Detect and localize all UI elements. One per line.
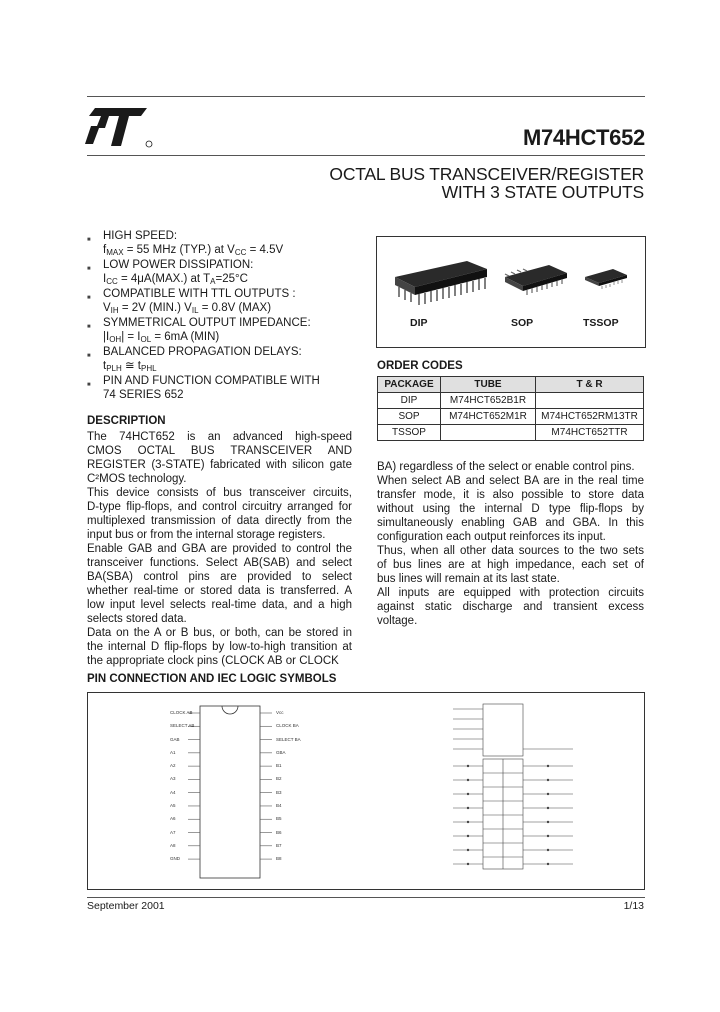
description-line: Enable GAB and GBA are provided to control the [87,543,352,555]
description-heading: DESCRIPTION [87,415,166,427]
pin-label: A6 [170,816,176,822]
description-line: REGISTER (3-STATE) fabricated with silicon gate [87,459,352,471]
st-logo [85,104,153,150]
pin-label: Vcc [276,710,284,715]
description-line: The 74HCT652 is an advanced high-speed [87,431,352,443]
description-line: multiplexed transmission of data directly from the [87,515,352,527]
pin-label: SELECT AB [170,723,195,729]
pin-label: B5 [276,816,282,822]
package-label-sop: SOP [511,317,534,329]
pin-label: GBA [276,749,286,755]
description-line: transfer mode, it is also possible to store data [377,489,644,501]
feature-title: LOW POWER DISSIPATION: [103,259,254,271]
feature-detail: $I_{CC} = 4\mu A(MAX.)$ at $T_A=25^\circ C$ [103,273,248,286]
footer-page: 1/13 [623,900,644,912]
pin-labels-left [170,703,200,883]
description-line: the internal D flip-flops by low-to-high transition at [87,641,352,653]
pin-label: A7 [170,829,176,835]
pin-label: B6 [276,829,282,835]
pin-labels-right [276,703,306,883]
pin-label: B1 [276,763,282,769]
order-codes-header-package: PACKAGE [378,377,441,393]
pin-label: CLOCK BA [276,723,299,729]
order-codes-row [378,409,644,425]
pin-label: CLOCK AB [170,710,193,715]
order-codes-header-tr: T & R [536,377,644,393]
feature-title: COMPATIBLE WITH TTL OUTPUTS : [103,288,296,300]
order-codes-cell: M74HCT652B1R [441,393,536,409]
description-line: All inputs are equipped with protection circuits [377,587,644,599]
feature-detail: $V_{IH} = 2V$ (MIN.) $V_{IL} = 0.8V$ (MAX) [103,302,272,315]
description-line: transceiver functions. Select AB(SAB) and select [87,557,352,569]
order-codes-cell: M74HCT652RM13TR [536,409,644,425]
description-line: Data on the A or B bus, or both, can be stored in [87,627,352,639]
description-line: configuration each output reinforces its input. [377,531,606,543]
order-codes-title: ORDER CODES [377,360,463,372]
dip-package-image [395,261,487,305]
order-codes-cell: SOP [378,409,441,425]
description-line: voltage. [377,615,418,627]
pin-label: A3 [170,776,176,782]
description-line: D-type flip-flops, and control circuitry arranged for [87,501,352,513]
order-codes-header-tube: TUBE [441,377,536,393]
description-line: C²MOS technology. [87,473,187,485]
feature-bullet-icon: ■ [87,382,91,388]
feature-title: BALANCED PROPAGATION DELAYS: [103,346,302,358]
description-line: without using the internal D type flip-flops by [377,503,644,515]
description-line: Thus, when all other data sources to the two sets [377,545,644,557]
pin-label: SELECT BA [276,736,301,742]
subtitle-line-2: WITH 3 STATE OUTPUTS [441,182,644,202]
feature-bullet-icon: ■ [87,237,91,243]
feature-detail: 74 SERIES 652 [103,389,184,401]
pin-label: GND [170,856,180,862]
order-codes-cell: DIP [378,393,441,409]
description-line: low input level selects real-time data, and a high [87,599,352,611]
order-codes-row [378,425,644,441]
description-line: the appropriate clock pins (CLOCK AB or CLOCK [87,655,339,667]
feature-detail: $f_{MAX} = 55$ MHz (TYP.) at $V_{CC} = 4.5V$ [103,244,284,257]
footer-date: September 2001 [87,900,165,912]
description-line: against static discharge and transient excess [377,601,644,613]
feature-bullet-icon: ■ [87,295,91,301]
description-line: bus lines will remain at its last state. [377,573,560,585]
package-images [376,236,646,348]
feature-title: HIGH SPEED: [103,230,178,242]
feature-bullet-icon: ■ [87,353,91,359]
pin-label: A2 [170,763,176,769]
description-line: input bus or from the internal storage registers. [87,529,326,541]
pin-label: B7 [276,842,282,848]
top-rule [87,96,645,97]
order-codes-row [378,393,644,409]
feature-title: SYMMETRICAL OUTPUT IMPEDANCE: [103,317,311,329]
order-codes-cell [536,393,644,409]
description-line: BA(SBA) control pins are provided to select [87,571,352,583]
pin-diagram-box [87,692,645,890]
order-codes-cell: TSSOP [378,425,441,441]
description-left-column [87,430,352,668]
part-number: M74HCT652 [522,125,645,150]
order-codes-cell: M74HCT652M1R [441,409,536,425]
pin-label: B8 [276,856,282,862]
order-codes-header-row [378,377,644,393]
pin-label: B4 [276,802,282,808]
order-codes-table [377,376,644,441]
subtitle [240,165,644,201]
description-line: This device consists of bus transceiver circuits, [87,487,352,499]
title-rule [87,155,645,156]
package-label-dip: DIP [410,317,428,329]
feature-bullet-icon: ■ [87,266,91,272]
description-line: simultaneously enabling GAB and GBA. In this [377,517,644,529]
pin-label: GAB [170,736,180,742]
pin-label: B2 [276,776,282,782]
footer-rule [87,897,645,898]
description-line: When select AB and select BA are in the real time [377,475,644,487]
pin-label: B3 [276,789,282,795]
sop-package-image [505,265,567,295]
feature-detail: $t_{PLH}$ ≅ $t_{PHL}$ [103,360,157,373]
subtitle-line-1: OCTAL BUS TRANSCEIVER/REGISTER [329,164,644,184]
tssop-package-image [585,269,627,289]
package-illustrations [387,247,637,317]
pin-label: A4 [170,789,176,795]
description-right-column [377,460,644,628]
package-label-tssop: TSSOP [583,317,619,329]
description-line: BA) regardless of the select or enable control pins. [377,461,635,473]
description-line: CMOS OCTAL BUS TRANSCEIVER AND [87,445,352,457]
pin-label: A1 [170,749,176,755]
feature-title: PIN AND FUNCTION COMPATIBLE WITH [103,375,320,387]
feature-bullet-icon: ■ [87,324,91,330]
description-line: selects stored data. [87,613,187,625]
features-list [87,229,357,409]
description-line: of bus lines are at high impedance, each set of [377,559,644,571]
order-codes-cell [441,425,536,441]
description-line: whether real-time or stored data is transferred. A [87,585,352,597]
order-codes-cell: M74HCT652TTR [536,425,644,441]
pin-label: A5 [170,802,176,808]
feature-detail: $|I_{OH}| = I_{OL} = 6mA$ (MIN) [103,331,220,344]
iec-logic-symbol [438,701,588,886]
pin-label: A8 [170,842,176,848]
pin-connection-heading: PIN CONNECTION AND IEC LOGIC SYMBOLS [87,673,337,685]
